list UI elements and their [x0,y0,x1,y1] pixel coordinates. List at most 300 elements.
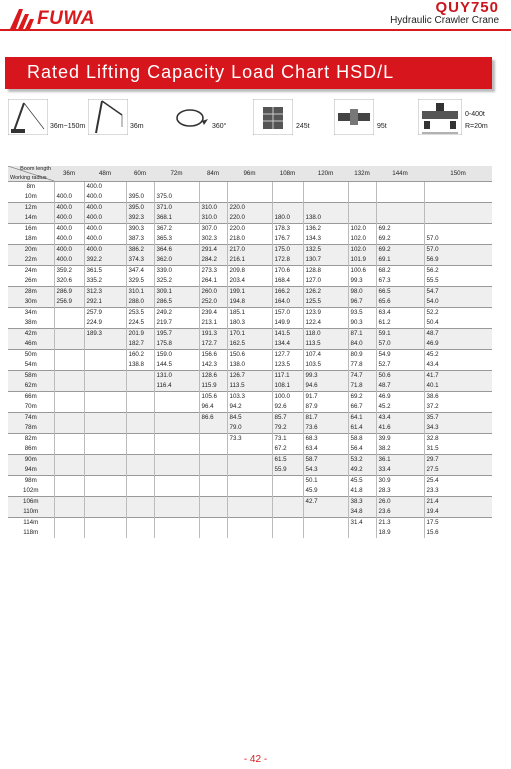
capacity-cell: 256.9 [54,297,84,308]
capacity-cell: 43.4 [376,413,424,424]
capacity-cell: 176.7 [272,234,303,245]
capacity-cell: 54.0 [424,297,492,308]
table-row [8,297,492,308]
carbody-weight-icon [334,99,374,135]
capacity-cell [303,182,348,193]
capacity-cell [154,413,199,424]
capacity-cell: 150.6 [227,350,272,361]
table-row [8,486,492,497]
radius-cell: 66m [8,392,54,403]
capacity-cell: 21.3 [376,518,424,529]
capacity-cell: 59.1 [376,329,424,340]
capacity-cell: 128.6 [199,371,227,382]
radius-cell: 14m [8,213,54,224]
capacity-cell: 122.4 [303,318,348,329]
capacity-cell: 286.5 [154,297,199,308]
capacity-cell [199,476,227,487]
capacity-cell: 123.9 [303,308,348,319]
capacity-cell [376,203,424,214]
capacity-cell: 101.9 [348,255,376,266]
capacity-cell [199,182,227,193]
capacity-cell: 85.7 [272,413,303,424]
capacity-cell: 41.6 [376,423,424,434]
capacity-cell [84,465,126,476]
capacity-cell [199,423,227,434]
capacity-cell: 56.2 [424,266,492,277]
superlift-icon [418,99,462,135]
table-row [8,192,492,203]
capacity-cell: 36.1 [376,455,424,466]
capacity-cell: 55.9 [272,465,303,476]
capacity-cell: 168.4 [272,276,303,287]
capacity-cell: 219.7 [154,318,199,329]
capacity-cell: 98.0 [348,287,376,298]
capacity-cell: 320.6 [54,276,84,287]
capacity-cell: 79.2 [272,423,303,434]
capacity-cell: 307.0 [199,224,227,235]
capacity-cell: 18.9 [376,528,424,538]
capacity-cell: 142.3 [199,360,227,371]
capacity-cell: 239.4 [199,308,227,319]
capacity-cell: 84.0 [348,339,376,350]
capacity-cell: 209.8 [227,266,272,277]
load-chart-table [8,166,492,538]
capacity-cell: 138.8 [126,360,154,371]
capacity-cell: 123.5 [272,360,303,371]
working-radius-header: Working radius [10,175,47,181]
capacity-cell: 160.2 [126,350,154,361]
fuwa-logo-icon [10,9,34,29]
capacity-cell [303,192,348,203]
capacity-cell: 117.1 [272,371,303,382]
capacity-cell: 362.0 [154,255,199,266]
capacity-cell [303,507,348,518]
capacity-cell: 45.2 [424,350,492,361]
radius-cell: 110m [8,507,54,518]
capacity-cell [348,213,376,224]
capacity-cell: 91.7 [303,392,348,403]
capacity-cell: 42.7 [303,497,348,508]
radius-cell: 62m [8,381,54,392]
table-row [8,203,492,214]
capacity-cell [227,497,272,508]
table-row [8,518,492,529]
table-row [8,255,492,266]
capacity-cell [154,455,199,466]
capacity-cell: 288.0 [126,297,154,308]
capacity-cell: 185.1 [227,308,272,319]
capacity-cell [84,528,126,538]
capacity-cell: 96.7 [348,297,376,308]
capacity-cell: 48.7 [424,329,492,340]
capacity-cell [126,182,154,193]
capacity-cell: 115.9 [199,381,227,392]
capacity-cell: 19.4 [424,507,492,518]
capacity-cell: 65.6 [376,297,424,308]
radius-cell: 118m [23,529,39,536]
capacity-cell: 57.0 [424,245,492,256]
capacity-cell [126,402,154,413]
radius-cell: 82m [8,434,54,445]
capacity-cell [227,518,272,529]
capacity-cell: 25.4 [424,476,492,487]
capacity-cell [348,182,376,193]
capacity-cell [199,507,227,518]
capacity-cell [54,476,84,487]
capacity-cell [227,192,272,203]
capacity-cell: 172.7 [199,339,227,350]
header-rule [0,29,511,31]
radius-cell: 24m [8,266,54,277]
capacity-cell [154,423,199,434]
capacity-cell [227,455,272,466]
radius-cell: 70m [24,403,37,410]
capacity-cell [348,528,376,538]
capacity-cell [54,329,84,340]
capacity-cell [227,444,272,455]
capacity-cell [126,413,154,424]
capacity-cell [272,182,303,193]
capacity-cell: 260.0 [199,287,227,298]
table-row [8,318,492,329]
capacity-cell: 218.0 [227,234,272,245]
capacity-cell: 199.1 [227,287,272,298]
capacity-cell: 46.9 [376,392,424,403]
capacity-cell [54,350,84,361]
capacity-cell: 113.5 [303,339,348,350]
capacity-cell: 224.5 [126,318,154,329]
capacity-cell: 41.8 [348,486,376,497]
capacity-cell: 375.0 [154,192,199,203]
capacity-cell: 57.0 [424,234,492,245]
table-row [8,182,492,193]
capacity-cell: 48.7 [376,381,424,392]
capacity-cell: 130.7 [303,255,348,266]
capacity-cell [84,486,126,497]
capacity-cell: 125.5 [303,297,348,308]
boom-length-header: Boom length [20,166,51,172]
capacity-cell: 52.7 [376,360,424,371]
capacity-cell [126,528,154,538]
capacity-cell: 180.0 [272,213,303,224]
capacity-cell: 400.0 [54,234,84,245]
capacity-cell [272,203,303,214]
table-row [8,444,492,455]
capacity-cell [376,192,424,203]
capacity-cell: 21.4 [424,497,492,508]
capacity-cell: 368.1 [154,213,199,224]
capacity-cell: 61.5 [272,455,303,466]
capacity-cell: 55.5 [424,276,492,287]
capacity-cell: 138.0 [303,213,348,224]
capacity-cell [154,507,199,518]
capacity-cell: 39.9 [376,434,424,445]
capacity-cell: 201.9 [126,329,154,340]
capacity-cell [126,381,154,392]
slew-angle-label: 360° [212,123,227,130]
capacity-cell [272,497,303,508]
capacity-cell: 50.1 [303,476,348,487]
capacity-cell [272,528,303,538]
radius-cell: 78m [8,423,54,434]
capacity-cell: 58.7 [303,455,348,466]
table-row [8,329,492,340]
capacity-cell: 310.1 [126,287,154,298]
capacity-cell: 252.0 [199,297,227,308]
page-title: Rated Lifting Capacity Load Chart HSD/L [27,62,395,82]
capacity-cell [424,192,492,203]
capacity-cell: 400.0 [54,245,84,256]
capacity-cell: 310.0 [199,213,227,224]
capacity-cell: 108.1 [272,381,303,392]
capacity-cell: 94.6 [303,381,348,392]
capacity-cell [154,486,199,497]
capacity-cell [54,182,84,193]
radius-cell: 50m [8,350,54,361]
capacity-cell: 364.6 [154,245,199,256]
capacity-cell [126,392,154,403]
capacity-cell [54,465,84,476]
capacity-cell: 180.3 [227,318,272,329]
capacity-cell: 400.0 [84,245,126,256]
capacity-cell: 149.9 [272,318,303,329]
capacity-cell: 400.0 [54,255,84,266]
capacity-cell: 63.4 [376,308,424,319]
table-row [8,455,492,466]
capacity-cell [84,444,126,455]
capacity-cell [126,497,154,508]
capacity-cell: 178.3 [272,224,303,235]
capacity-cell [424,213,492,224]
capacity-cell: 291.4 [199,245,227,256]
capacity-cell [126,423,154,434]
capacity-cell [54,339,84,350]
capacity-cell [272,476,303,487]
capacity-cell: 74.7 [348,371,376,382]
capacity-cell: 28.3 [376,486,424,497]
radius-cell: 20m [8,245,54,256]
capacity-cell: 216.1 [227,255,272,266]
radius-cell: 30m [8,297,54,308]
capacity-cell: 156.6 [199,350,227,361]
capacity-cell [84,381,126,392]
capacity-cell: 67.2 [272,444,303,455]
capacity-cell [272,486,303,497]
radius-cell: 90m [8,455,54,466]
capacity-cell: 68.3 [303,434,348,445]
capacity-cell: 102.0 [348,224,376,235]
radius-cell: 18m [24,235,37,242]
capacity-cell: 400.0 [54,224,84,235]
capacity-cell: 128.8 [303,266,348,277]
capacity-cell [272,518,303,529]
capacity-cell [126,518,154,529]
capacity-cell [84,476,126,487]
column-header: 96m [227,166,272,182]
capacity-cell [54,318,84,329]
capacity-cell [54,413,84,424]
capacity-cell [126,371,154,382]
capacity-cell: 23.6 [376,507,424,518]
radius-cell: 16m [8,224,54,235]
capacity-cell [154,182,199,193]
capacity-cell: 66.5 [376,287,424,298]
capacity-cell: 127.0 [303,276,348,287]
capacity-cell [84,423,126,434]
capacity-cell: 189.3 [84,329,126,340]
capacity-cell: 58.8 [348,434,376,445]
capacity-cell [227,486,272,497]
table-row [8,266,492,277]
capacity-cell [54,423,84,434]
capacity-cell: 400.0 [84,182,126,193]
capacity-cell [227,507,272,518]
capacity-cell [84,507,126,518]
capacity-cell: 217.0 [227,245,272,256]
capacity-cell: 400.0 [84,213,126,224]
capacity-cell [126,507,154,518]
capacity-cell [199,434,227,445]
capacity-cell: 99.3 [348,276,376,287]
capacity-cell: 392.2 [84,255,126,266]
capacity-cell: 386.2 [126,245,154,256]
capacity-cell: 312.3 [84,287,126,298]
radius-cell: 28m [8,287,54,298]
capacity-cell [126,455,154,466]
capacity-cell: 30.9 [376,476,424,487]
capacity-cell: 339.0 [154,266,199,277]
capacity-cell: 359.2 [54,266,84,277]
capacity-cell [348,192,376,203]
capacity-cell: 69.2 [376,224,424,235]
capacity-cell [54,308,84,319]
capacity-cell: 41.7 [424,371,492,382]
column-header: 36m [54,166,84,182]
capacity-cell [84,434,126,445]
capacity-cell: 257.9 [84,308,126,319]
radius-cell: 34m [8,308,54,319]
radius-cell: 98m [8,476,54,487]
capacity-cell [154,476,199,487]
capacity-cell: 87.1 [348,329,376,340]
capacity-cell: 50.4 [424,318,492,329]
capacity-cell: 395.0 [126,192,154,203]
capacity-cell: 162.5 [227,339,272,350]
column-header: 120m [303,166,348,182]
capacity-cell: 224.9 [84,318,126,329]
capacity-cell: 220.0 [227,213,272,224]
capacity-cell [154,402,199,413]
capacity-cell: 191.3 [199,329,227,340]
capacity-cell: 118.0 [303,329,348,340]
carbody-weight-label: 95t [377,123,387,130]
capacity-cell: 43.4 [424,360,492,371]
brand-logo [10,8,95,30]
capacity-cell: 400.0 [54,192,84,203]
table-row [8,276,492,287]
capacity-cell: 56.4 [348,444,376,455]
capacity-cell: 132.5 [303,245,348,256]
capacity-cell [227,476,272,487]
capacity-cell [126,444,154,455]
capacity-cell [348,203,376,214]
capacity-cell: 84.5 [227,413,272,424]
capacity-cell: 131.0 [154,371,199,382]
capacity-cell: 87.9 [303,402,348,413]
radius-cell: 26m [24,277,37,284]
column-header: 132m [348,166,376,182]
capacity-cell: 38.3 [348,497,376,508]
column-header: 72m [154,166,199,182]
capacity-cell: 102.0 [348,234,376,245]
capacity-cell [154,518,199,529]
capacity-cell: 400.0 [54,203,84,214]
title-banner [5,57,492,89]
capacity-cell: 49.2 [348,465,376,476]
column-header: 150m [424,166,492,182]
capacity-cell: 29.7 [424,455,492,466]
capacity-cell: 71.8 [348,381,376,392]
radius-cell: 94m [8,465,54,476]
capacity-cell: 69.2 [376,234,424,245]
capacity-cell: 347.4 [126,266,154,277]
radius-cell: 54m [24,361,37,368]
column-header: 60m [126,166,154,182]
page-number: - 42 - [243,754,268,765]
capacity-cell [126,434,154,445]
superlift-weight-label: 0-400t [465,111,485,118]
capacity-cell [54,518,84,529]
capacity-cell: 335.2 [84,276,126,287]
capacity-cell: 69.1 [376,255,424,266]
capacity-cell: 68.2 [376,266,424,277]
capacity-cell: 54.7 [424,287,492,298]
capacity-cell: 175.0 [272,245,303,256]
capacity-cell: 144.5 [154,360,199,371]
table-row [8,507,492,518]
radius-cell: 46m [8,339,54,350]
capacity-cell: 40.1 [424,381,492,392]
capacity-cell [54,528,84,538]
capacity-cell [84,413,126,424]
capacity-cell [424,182,492,193]
capacity-cell: 32.8 [424,434,492,445]
capacity-cell [54,371,84,382]
capacity-cell: 264.1 [199,276,227,287]
capacity-cell: 302.3 [199,234,227,245]
capacity-cell: 54.9 [376,350,424,361]
capacity-cell [376,182,424,193]
capacity-cell [54,486,84,497]
radius-cell: 12m [8,203,54,214]
capacity-cell: 45.9 [303,486,348,497]
radius-cell: 74m [8,413,54,424]
capacity-cell [126,476,154,487]
capacity-cell: 126.2 [303,287,348,298]
radius-cell: 42m [8,329,54,340]
capacity-cell: 116.4 [154,381,199,392]
capacity-cell [227,528,272,538]
capacity-cell: 195.7 [154,329,199,340]
capacity-cell: 367.2 [154,224,199,235]
table-row [8,371,492,382]
radius-cell: 106m [8,497,54,508]
capacity-cell: 253.5 [126,308,154,319]
capacity-cell: 203.4 [227,276,272,287]
capacity-cell: 102.0 [348,245,376,256]
capacity-cell [126,486,154,497]
capacity-cell: 69.2 [376,245,424,256]
